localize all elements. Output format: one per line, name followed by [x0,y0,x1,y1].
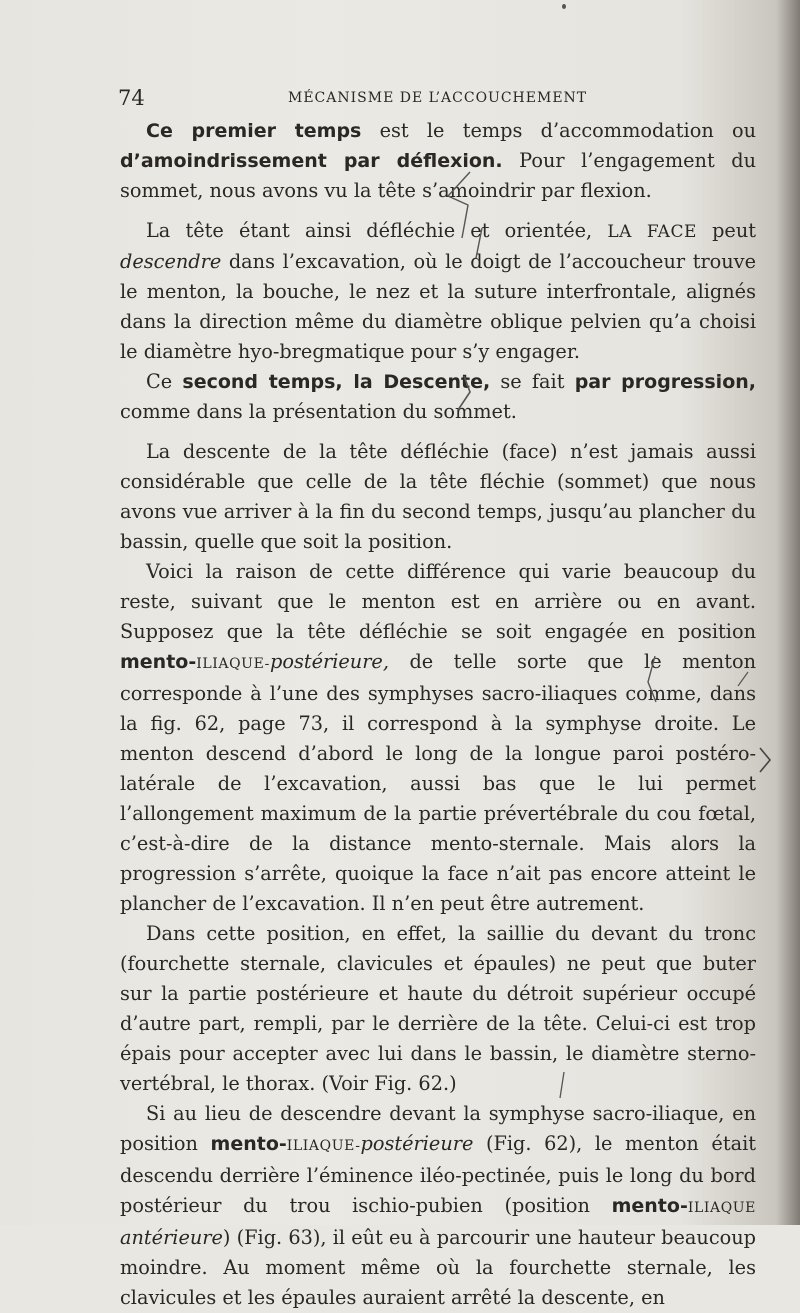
text-run: peut [696,219,756,242]
text-run: Voici la raison de cette différence qui varie beaucoup du reste, suivant que le menton est en arrière ou en avant. Supposez que la tête défléchie se soit engagée en position [120,560,756,643]
bold-term: Ce premier temps [146,120,362,142]
text-run: Ce [146,370,183,393]
text-run: dans l’excavation, où le doigt de l’accoucheur trouve le menton, la bouche, le nez et la suture interfrontale, alignés dans la direction même du diamètre oblique pelvien qu’a choisi le diamètre hyo-bregmatique pour s’y engager. [120,250,756,363]
italic-term: descendre [120,250,222,273]
text-run: Si au lieu de descendre devant la symphyse sacro-iliaque, en position [120,1102,756,1155]
text-run: (Fig. 62), le menton était descendu derrière l’éminence iléo-pectinée, puis le long du bord postérieur du trou ischio-pubien (position [120,1132,756,1217]
bold-term: mento- [611,1195,688,1217]
text-run: comme dans la présentation du sommet. [120,400,517,423]
small-caps-term: ILIAQUE- [196,656,270,672]
ink-speck [562,4,566,9]
text-run: est le temps d’accommodation ou [361,119,756,142]
bold-term: mento- [120,651,197,673]
text-run: Dans cette position, en effet, la saillie du devant du tronc (fourchette sternale, clavicules et épaules) ne peut que buter sur la partie postérieure et haute du détroit supérieur occupé d’autre part, rempli, par le derrière de la tête. Celui-ci est trop épais pour accepter avec lui dans le bassin, le diamètre sterno-vertébral, le thorax. (Voir Fig. 62.) [120,922,756,1095]
paragraph-7 [120,1099,756,1313]
page-number: 74 [118,86,145,110]
page-header [118,86,758,116]
text-run: La tête étant ainsi défléchie et orientée, [146,219,608,242]
paragraph-5 [120,557,756,919]
paragraph-6 [120,919,756,1099]
italic-term: postérieure, [270,650,389,673]
pencil-stroke-icon [760,748,770,772]
bold-term: d’amoindrissement par déflexion. [120,150,503,172]
text-run: La descente de la tête défléchie (face) n’est jamais aussi considérable que celle de la tête fléchie (sommet) que nous avons vue arriver à la fin du second temps, jusqu’au plancher du bassin, quelle que soit la position. [120,440,756,553]
running-head: MÉCANISME DE L’ACCOUCHEMENT [288,90,588,106]
italic-term: postérieure [360,1132,474,1155]
text-run: ) (Fig. 63), il eût eu à parcourir une hauteur beaucoup moindre. Au moment même où la fourchette sternale, les clavicules et les épaules auraient arrêté la descente, en [120,1226,756,1309]
text-run: se fait [490,370,575,393]
text-run: de telle sorte que le menton corresponde à l’une des symphyses sacro-iliaques comme, dans la fig. 62, page 73, il correspond à la symphyse droite. Le menton descend d’abord le long de la longue paroi postéro-latérale de l’excavation, aussi bas que le lui permet l’allongement maximum de la partie prévertébrale du cou fœtal, c’est-à-dire de la distance mento-sternale. Mais alors la progression s’arrête, quoique la face n’ait pas encore atteint le plancher de l’excavation. Il n’en peut être autrement. [120,650,756,915]
caps-term: LA FACE [607,222,697,242]
paragraph-2 [120,216,756,367]
small-caps-term: ILIAQUE- [286,1138,361,1154]
italic-term: antérieure [120,1226,223,1249]
bold-term: second temps, la Descente, [182,371,491,393]
text-run: Pour l’engagement du sommet, nous avons vu la tête s’amoindrir par flexion. [120,149,756,202]
paragraph-1 [120,116,756,206]
paragraph-4 [120,437,756,557]
bold-term: mento- [210,1133,287,1155]
paragraph-3 [120,367,756,427]
small-caps-term: ILIAQUE [687,1200,756,1216]
body-text [120,116,756,1313]
bold-term: par progression, [574,371,756,393]
